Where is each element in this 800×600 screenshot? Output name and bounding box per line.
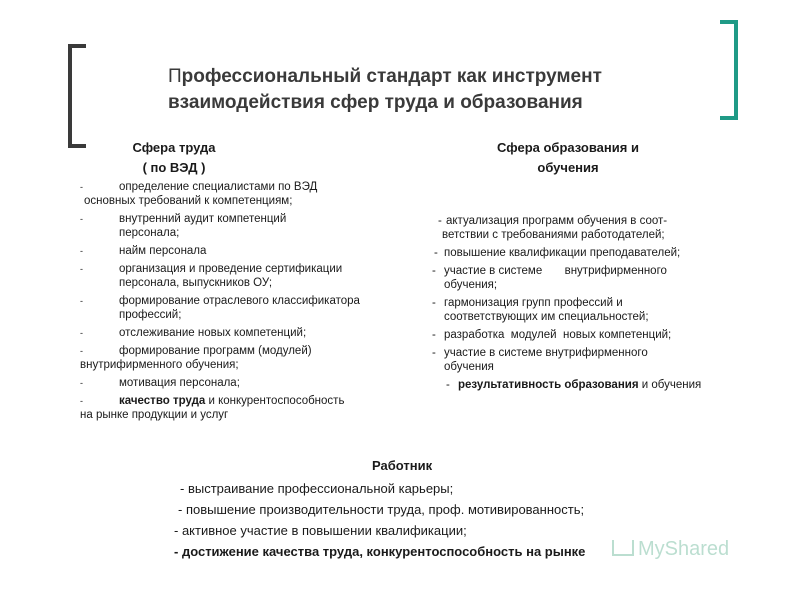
- left-bracket-decoration: [68, 44, 86, 148]
- title-line-1: Профессиональный стандарт как инструмент: [168, 66, 602, 87]
- right-column-heading: Сфера образования и обучения: [497, 140, 639, 175]
- list-item: - организация и проведение сертификации персонала, выпускников ОУ;: [80, 263, 343, 289]
- list-item: - определение специалистами по ВЭД основных требований к компетенциям;: [80, 181, 318, 207]
- list-item: - качество труда и конкурентоспособность на рынке продукции и услуг: [80, 395, 345, 421]
- list-item: - отслеживание новых компетенций;: [80, 327, 307, 339]
- slide-title: [168, 64, 602, 116]
- list-item: - участие в системе внутрифирменного обучения;: [432, 265, 667, 291]
- list-item: - гармонизация групп профессий и соответствующих им специальностей;: [432, 297, 649, 323]
- list-item: - формирование программ (модулей) внутрифирменного обучения;: [80, 345, 312, 371]
- watermark: MyShared: [612, 538, 729, 561]
- list-item: - активное участие в повышении квалификации;: [174, 523, 467, 538]
- title-line-2: взаимодействия сфер труда и образования: [168, 92, 583, 113]
- list-item: - разработка модулей новых компетенций;: [432, 329, 672, 341]
- left-column-list: [80, 180, 425, 426]
- list-item: - внутренний аудит компетенций персонала;: [80, 213, 287, 239]
- list-item: - достижение качества труда, конкурентоспособность на рынке: [174, 544, 586, 559]
- list-item: - актуализация программ обучения в соот- ветствии с требованиями работодателей;: [438, 215, 668, 241]
- list-item: - формирование отраслевого классификатора профессий;: [80, 295, 360, 321]
- worker-heading: Работник: [372, 458, 433, 473]
- list-item: - результативность образования и обучения: [446, 379, 702, 391]
- list-item: - повышение квалификации преподавателей;: [434, 247, 681, 259]
- list-item: - найм персонала: [80, 245, 207, 257]
- worker-list: [174, 478, 585, 562]
- right-bracket-decoration: [720, 20, 738, 120]
- right-column-list: [432, 214, 762, 396]
- list-item: - участие в системе внутрифирменного обучения: [432, 347, 648, 373]
- list-item: - мотивация персонала;: [80, 377, 240, 389]
- list-item: - выстраивание профессиональной карьеры;: [180, 481, 454, 496]
- list-item: - повышение производительности труда, проф. мотивированность;: [178, 502, 585, 517]
- cart-icon: [612, 540, 634, 556]
- left-column-heading: Сфера труда ( по ВЭД ): [132, 140, 216, 175]
